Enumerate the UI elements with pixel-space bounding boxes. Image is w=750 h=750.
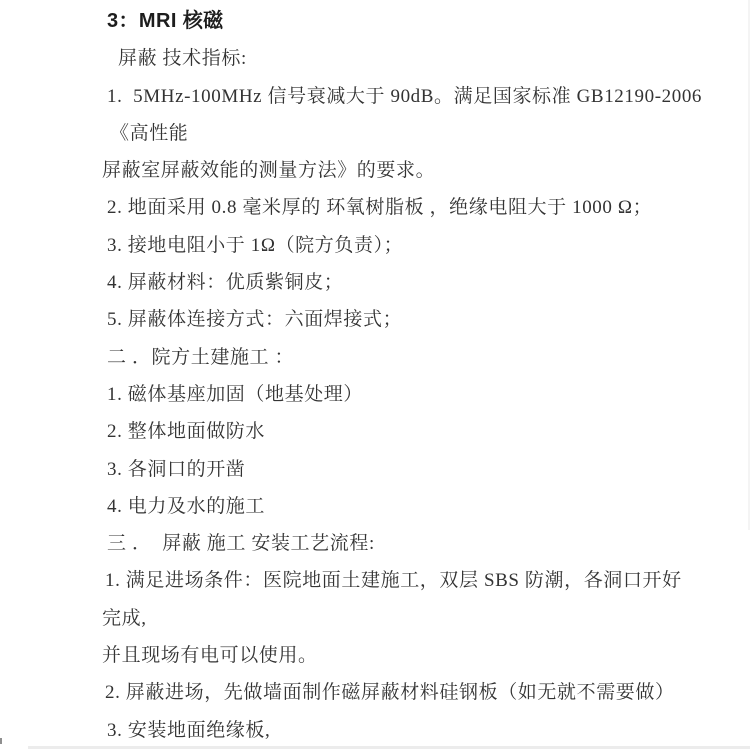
page-bottom-edge-shadow <box>28 746 750 749</box>
document-line-continuation: 完成, <box>102 607 147 629</box>
document-line-subheading: 屏蔽 技术指标: <box>118 48 247 70</box>
document-line-item: 4. 电力及水的施工 <box>107 495 266 517</box>
document-line-section-heading: 三 ． 屏蔽 施工 安装工艺流程: <box>107 533 375 555</box>
document-title: 3：MRI 核磁 <box>107 10 224 32</box>
document-line-item: 3. 接地电阻小于 1Ω（院方负责）； <box>107 234 404 256</box>
document-line-item: 3. 安装地面绝缘板, <box>107 719 271 741</box>
document-line-item: 2. 整体地面做防水 <box>107 421 266 443</box>
scan-artifact <box>0 738 2 744</box>
document-line-continuation: 并且现场有电可以使用。 <box>102 645 318 667</box>
document-line-section-heading: 二 ．院方土建施工 ： <box>107 346 295 368</box>
document-line-item: 1. 5MHz-100MHz 信号衰减大于 90dB。满足国家标准 GB12190-2006 <box>107 85 703 107</box>
document-line-item: 2. 屏蔽进场，先做墙面制作磁屏蔽材料硅钢板（如无就不需要做） <box>105 682 675 704</box>
document-line-item: 4. 屏蔽材料：优质紫铜皮； <box>107 272 344 294</box>
document-line-item: 3. 各洞口的开凿 <box>107 458 246 480</box>
document-line-item: 2. 地面采用 0.8 毫米厚的 环氧树脂板 ，绝缘电阻大于 1000 Ω； <box>107 197 653 219</box>
document-body <box>102 3 750 749</box>
document-line-item: 1. 磁体基座加固（地基处理） <box>107 383 364 405</box>
document-line-continuation: 《高性能 <box>110 122 189 144</box>
document-line-continuation: 屏蔽室屏蔽效能的测量方法》的要求。 <box>102 160 436 182</box>
document-line-item: 1. 满足进场条件：医院地面土建施工，双层 SBS 防潮，各洞口开好 <box>105 570 682 592</box>
document-line-item: 5. 屏蔽体连接方式：六面焊接式； <box>107 309 403 331</box>
